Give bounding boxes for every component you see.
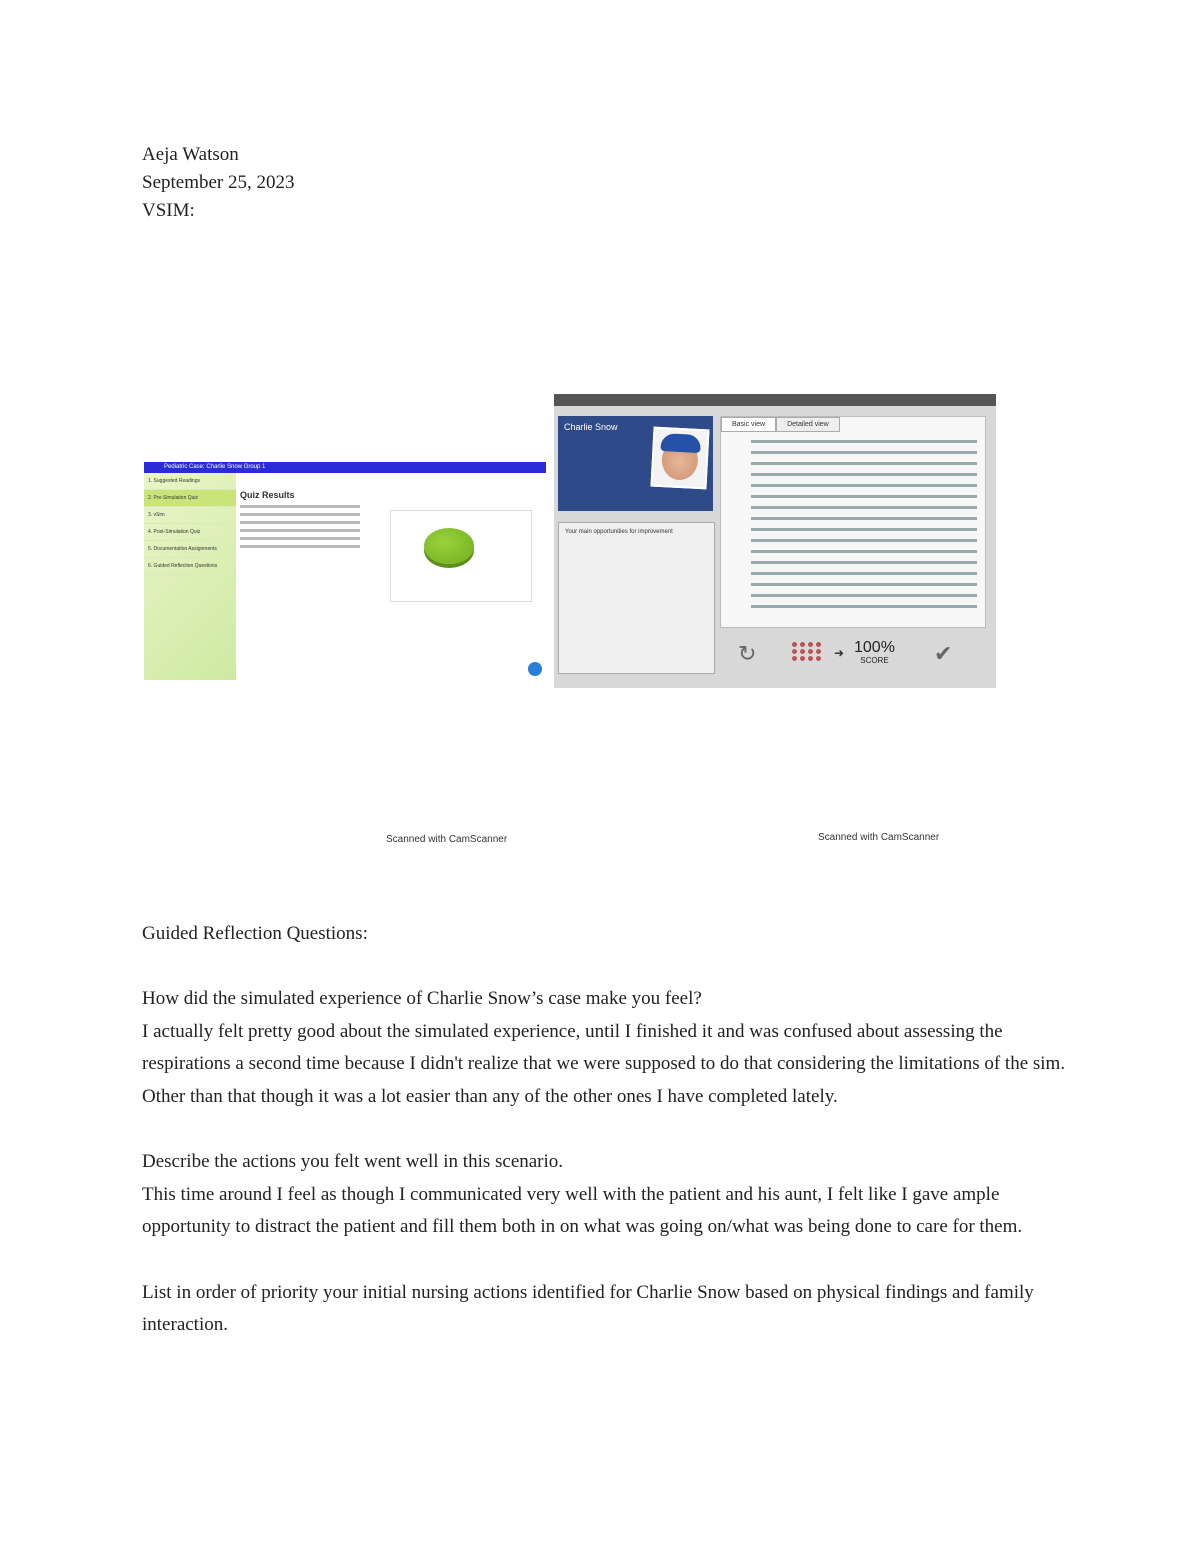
question: List in order of priority your initial nursing actions identified for Charlie Snow based on physical findings and family interaction. — [142, 1281, 1034, 1336]
sidebar-item: 2. Pre-Simulation Quiz — [144, 490, 236, 507]
sidebar-item: 4. Post-Simulation Quiz — [144, 524, 236, 541]
score-label: SCORE — [860, 656, 889, 665]
question-block — [142, 1146, 1072, 1244]
question: How did the simulated experience of Charlie Snow’s case make you feel? — [142, 988, 702, 1010]
reflection-body — [142, 918, 1072, 1374]
check-icon: ✔ — [934, 642, 953, 667]
arrow-icon: ➜ — [834, 646, 845, 660]
score-dots — [792, 642, 822, 661]
question-block — [142, 1277, 1072, 1342]
sidebar-item: 1. Suggested Readings — [144, 473, 236, 490]
vsim-results-screenshot — [554, 394, 996, 688]
screenshot-title-bar: Pediatric Case: Charlie Snow Group 1 — [144, 462, 546, 473]
section-title: Guided Reflection Questions: — [142, 923, 368, 944]
quiz-results-heading: Quiz Results — [240, 490, 295, 500]
camscanner-watermark: Scanned with CamScanner — [386, 834, 508, 845]
feedback-rows — [721, 440, 985, 608]
sidebar-item: 6. Guided Reflection Questions — [144, 558, 236, 575]
screenshot-sidebar — [144, 473, 236, 680]
document-date: September 25, 2023 — [142, 172, 295, 193]
refresh-icon: ↻ — [738, 642, 757, 667]
tab-basic-view: Basic view — [721, 417, 776, 432]
view-tabs — [721, 417, 985, 432]
sidebar-item: 3. vSim — [144, 507, 236, 524]
quiz-results-screenshot — [144, 462, 546, 680]
patient-name: Charlie Snow — [564, 422, 618, 432]
score-value: 100% — [854, 639, 895, 656]
author-name: Aeja Watson — [142, 144, 239, 165]
answer: This time around I feel as though I communicated very well with the patient and his aunt, I felt like I gave ample opportunity to distract the patient and fill them both in on what was going on/what was being done to care for them. — [142, 1183, 1023, 1238]
feedback-panel — [720, 416, 986, 628]
patient-photo — [650, 427, 709, 490]
question-block — [142, 983, 1072, 1113]
question: Describe the actions you felt went well in this scenario. — [142, 1151, 564, 1173]
help-icon — [528, 662, 542, 676]
pie-chart — [424, 528, 474, 564]
patient-panel — [558, 416, 713, 511]
improvement-box — [558, 522, 715, 674]
improvement-title: Your main opportunities for improvement — [565, 529, 673, 535]
sidebar-item: 5. Documentation Assignments — [144, 541, 236, 558]
score-display — [854, 640, 895, 665]
quiz-info-lines — [240, 505, 360, 548]
vsim-label: VSIM: — [142, 200, 195, 221]
window-bar — [554, 394, 996, 406]
camscanner-watermark: Scanned with CamScanner — [818, 832, 940, 843]
answer: I actually felt pretty good about the simulated experience, until I finished it and was confused about assessing the respirations a second time because I didn't realize that we were supposed to do that considering the limitations of the sim. Other than that though it was a lot easier than any of the other ones I have completed lately. — [142, 1020, 1066, 1107]
tab-detailed-view: Detailed view — [776, 417, 840, 432]
